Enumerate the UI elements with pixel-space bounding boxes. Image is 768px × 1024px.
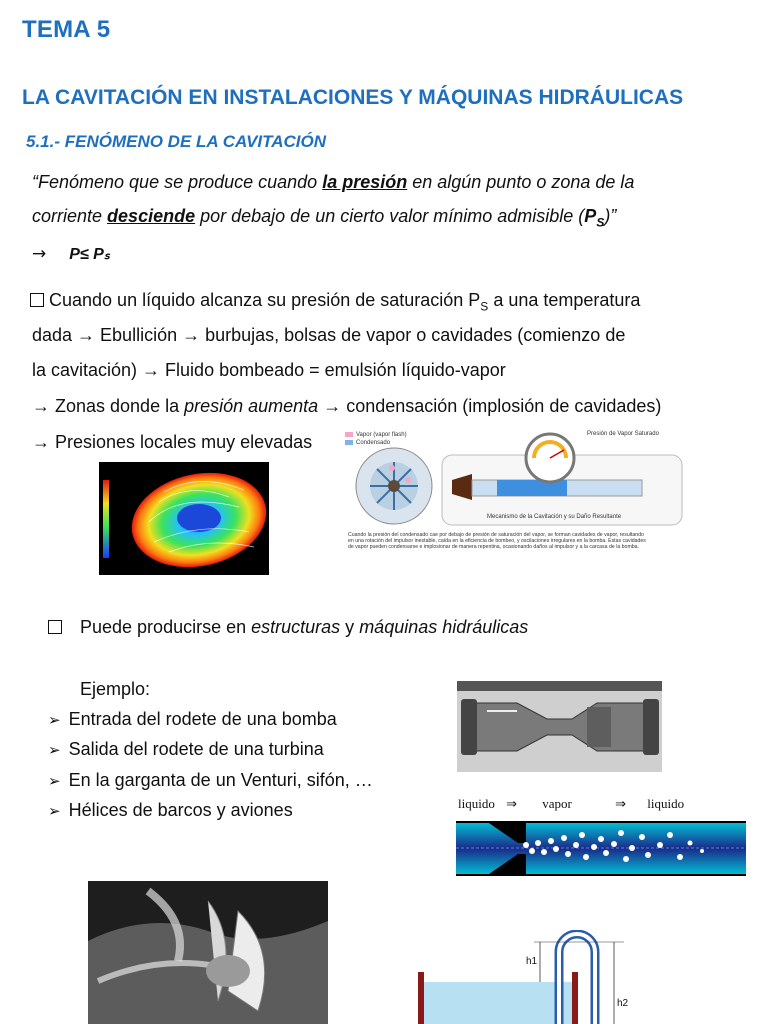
venturi-photo [457,681,662,772]
gauge-label: Presión de Vapor Saturado [587,431,659,437]
para2-line: Puede producirse en estructuras y máquinas hidráulicas [48,617,528,638]
h2-label: h2 [617,998,629,1009]
example-item: ➢ Hélices de barcos y aviones [48,800,293,820]
legend-condensate-label: Condensado [356,440,391,446]
chapter-heading: LA CAVITACIÓN EN INSTALACIONES Y MÁQUINAS HIDRÁULICAS [22,86,684,109]
para1-line-1: Cuando un líquido alcanza su presión de saturación $P_S$ a una temperatura [30,290,640,314]
arrow-bullet-icon: ➢ [48,741,61,759]
h1-label: h1 [526,956,538,967]
condition-line: → P≤ Pₛ [32,244,110,264]
para1-line-2: dada → Ebullición → burbujas, bolsas de vapor o cavidades (comienzo de [32,325,626,345]
impeller-cfd-image [99,462,269,575]
legend-vapor-label: Vapor (vapor flash) [356,432,407,438]
arrow-bullet-icon: ➢ [48,772,61,790]
para1-line-4: → Zonas donde la presión aumenta → condensación (implosión de cavidades) [32,396,662,416]
example-item: ➢ Entrada del rodete de una bomba [48,709,337,729]
legend-condensate-swatch [345,440,353,445]
mechanism-label: Mecanismo de la Cavitación y su Daño Resultante [487,514,622,520]
venturi-flow-diagram [456,821,746,876]
page-title: TEMA 5 [22,16,111,43]
arrow-bullet-icon: ➢ [48,802,61,820]
para1-line-5: → Presiones locales muy elevadas [32,432,313,452]
propeller-photo [88,881,328,1024]
arrow-bullet-icon: ➢ [48,711,61,729]
checkbox-bullet-icon [30,293,44,307]
venturi-diagram-labels: liquido ⇒ vapor ⇒ liquido [458,796,685,811]
figure-caption: Cuando la presión del condensado cae por debajo de presión de saturación del vapor, se forman cavidades de vapor, resultando en una rotación del impulsor inestable, caída en la eficiencia de bombeo, y oscilaciones irregulares en la bomba. Estas cavidades de vapor pueden condensarse e implosionar de manera repentina, ocasionando daños al impulsor y a la carcasa de la bomba. [348,532,646,550]
checkbox-bullet-icon [48,620,62,634]
siphon-diagram [414,930,644,1024]
definition-line-2: corriente desciende por debajo de un cierto valor mínimo admisible $(P_S)$” [32,206,617,230]
example-item: ➢ Salida del rodete de una turbina [48,739,324,759]
example-item: ➢ En la garganta de un Venturi, sifón, … [48,770,373,790]
examples-label: Ejemplo: [80,679,151,699]
definition-line-1: “Fenómeno que se produce cuando la presión en algún punto o zona de la [32,172,635,192]
pump-cavitation-figure [342,428,687,562]
para1-line-3: la cavitación) → Fluido bombeado = emulsión líquido-vapor [32,360,506,380]
legend-vapor-swatch [345,432,353,437]
section-heading: 5.1.- FENÓMENO DE LA CAVITACIÓN [26,132,327,151]
